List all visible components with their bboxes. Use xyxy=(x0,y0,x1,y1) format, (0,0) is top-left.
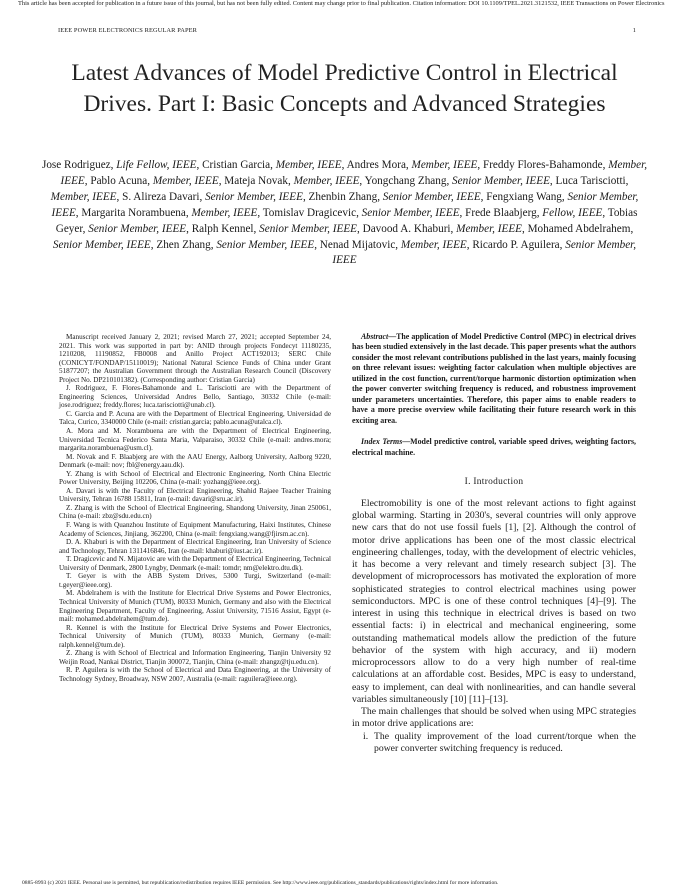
author-name: Nenad Mijatovic xyxy=(319,238,396,251)
footnote: J. Rodriguez, F. Flores-Bahamonde and L. Tarisciotti are with the Department of Engineering Sciences, Universidad Andres Bello, Santiago, 30332 Chile (e-mail: jose.rodriguez; freddy.flores; luca.tarisciotti@unab.cl). xyxy=(59,384,331,410)
author-name: Mateja Novak xyxy=(224,174,288,187)
footnote: Manuscript received January 2, 2021; revised March 27, 2021; accepted September 24, 2021. This work was supported in part by: ANID through projects Fondecyt 11180235, 1210208, 11190852, FB0008 and Anillo Project ACT192013; SERC Chile (CONICYT/FONDAP/15110019); National Natural Science Funds of China under Grant 51877207; the Australian Government through the Australian Research Council (Discovery Project No. DP210101382). (Corresponding author: Cristian Garcia) xyxy=(59,333,331,384)
author: Zhenbin Zhang, Senior Member, IEEE xyxy=(308,190,481,203)
list-item xyxy=(352,731,636,756)
footnote: R. P. Aguilera is with the School of Electrical and Data Engineering, at the University of Technology Sydney, Broadway, NSW 2007, Australia (e-mail: raguilera@ieee.org). xyxy=(59,666,331,683)
footnote: M. Abdelrahem is with the Institute for Electrical Drive Systems and Power Electronics, Technical University of Munich (TUM), 80333 Munich, Germany and also with the Electrical Engineering Department, Faculty of Engineering, Assiut University, 71516 Assiut, Egypt (e-mail: mohamed.abdelrahem@tum.de). xyxy=(59,589,331,624)
author-affiliation: Member, IEEE xyxy=(456,222,522,235)
author: Tobias Geyer, Senior Member, IEEE xyxy=(55,206,638,235)
paper-title: Latest Advances of Model Predictive Control in Electrical Drives. Part I: Basic Concepts and Advanced Strategies xyxy=(71,60,618,117)
author-name: Jose Rodriguez xyxy=(41,159,111,171)
author-affiliation: Member, IEEE xyxy=(400,238,467,251)
author: Ralph Kennel, Senior Member, IEEE xyxy=(191,222,358,235)
author-affiliation: Senior Member, IEEE xyxy=(361,206,460,219)
body-paragraph: Electromobility is one of the most relevant actions to fight against global warming. Starting in 2030's, several countries will only approve new cars that do not use fossil fuels [1], [2]. Although the control of motor drive applications has been one of the most classic electrical engineering challenges, today, with the development of electric vehicles, it has become a very relevant and timely research subject [3]. The development of microprocessors has motivated the exploration of more sophisticated strategies to control electrical machines using power semiconductors. MPC is one of these control techniques [4]–[9]. The interest in using this technique in electrical drives is based on two essential facts: i) in electrical and mechanical engineering, some outstanding mathematical models allow the prediction of the future behavior of the system with high accuracy, and ii) modern microprocessors allow to do a very high number of real-time calculations at an affordable cost. Besides, MPC is easy to understand, easy to implement, can deal with nonlinearities, and can handle several variables simultaneously [10] [11]–[13]. xyxy=(352,497,636,705)
author: Cristian Garcia, Member, IEEE xyxy=(202,159,342,171)
author-name: S. Alireza Davari xyxy=(122,190,200,203)
author-name: Tobias Geyer xyxy=(55,206,638,235)
author-affiliation: Fellow, IEEE xyxy=(542,206,603,219)
author-affiliation: Senior Member, IEEE xyxy=(332,238,637,267)
author: Mateja Novak, Member, IEEE xyxy=(224,174,360,187)
author-affiliation: Member, IEEE xyxy=(191,206,258,219)
author: Fengxiang Wang, Senior Member, IEEE xyxy=(51,190,639,219)
author: S. Alireza Davari, Senior Member, IEEE xyxy=(122,190,303,203)
author: Zhen Zhang, Senior Member, IEEE xyxy=(156,238,315,251)
abstract-label: Abstract xyxy=(361,332,389,341)
footnote: C. Garcia and P. Acuna are with the Department of Electrical Engineering, Universidad de Talca, Curico, 3340000 Chile (e-mail: cristian.garcia; pablo.acuna@utalca.cl). xyxy=(59,409,331,427)
author-affiliation: Member, IEEE xyxy=(411,159,478,171)
running-header xyxy=(58,27,636,34)
author-affiliation: Senior Member, IEEE xyxy=(452,174,550,187)
author-name: Zhen Zhang xyxy=(156,238,211,251)
footnote: R. Kennel is with the Institute for Electrical Drive Systems and Power Electronics, Technical University of Munich (TUM), 80333 Munich, Germany (e-mail: ralph.kennel@tum.de). xyxy=(59,623,331,649)
abstract xyxy=(352,332,636,426)
author-list: Jose Rodriguez, Life Fellow, IEEE, Cristian Garcia, Member, IEEE, Andres Mora, Member, IEEE, Freddy Flores-Bahamonde, Member, IEEE, Pablo Acuna, Member, IEEE, Mateja Novak, Member, IEEE, Yongchang Zhang, Senior Member, IEEE, Luca Tarisciotti, Member, IEEE, S. Alireza Davari, Senior Member, IEEE, Zhenbin Zhang, Senior Member, IEEE, Fengxiang Wang, Senior Member, IEEE, Margarita Norambuena, Member, IEEE, Tomislav Dragicevic, Senior Member, IEEE, Frede Blaabjerg, Fellow, IEEE, Tobias Geyer, Senior Member, IEEE, Ralph Kennel, Senior Member, IEEE, Davood A. Khaburi, Member, IEEE, Mohamed Abdelrahem, Senior Member, IEEE, Zhen Zhang, Senior Member, IEEE, Nenad Mijatovic, Member, IEEE, Ricardo P. Aguilera, Senior Member, IEEE xyxy=(41,159,648,267)
author: Frede Blaabjerg, Fellow, IEEE xyxy=(465,206,603,219)
author-name: Frede Blaabjerg xyxy=(465,206,537,219)
publication-notice: This article has been accepted for publication in a future issue of this journal, but has not been fully edited. Content may change prior to final publication. Citation information: DOI 10.1109/TPEL.2021.3121532, IEEE Transactions on Power Electronics xyxy=(18,0,665,7)
footnote: Y. Zhang is with School of Electrical and Electronic Engineering, North China Electric Power University, Beijing 102206, China (e-mail: yozhang@ieee.org). xyxy=(59,469,331,487)
list-marker: i. xyxy=(363,730,369,742)
footnote: Z. Zhang is with School of Electrical and Information Engineering, Tianjin University 92 Weijin Road, Nankai District, Tianjin 300072, Tianjin, China (e-mail: zhangz@tju.edu.cn). xyxy=(59,649,331,666)
footnote: D. A. Khaburi is with the Department of Electrical Engineering, Iran University of Science and Technology, Tehran 1311416846, Iran (e-mail: khaburi@iust.ac.ir). xyxy=(59,538,331,555)
footnote: Z. Zhang is with the School of Electrical Engineering, Shandong University, Jinan 250061, China (e-mail: zbz@sdu.edu.cn) xyxy=(59,503,331,521)
author-affiliation: Senior Member, IEEE xyxy=(216,238,315,251)
footnote: T. Geyer is with the ABB System Drives, 5300 Turgi, Switzerland (e-mail: t.geyer@ieee.org). xyxy=(59,572,331,589)
author: Margarita Norambuena, Member, IEEE xyxy=(81,206,258,219)
author: Luca Tarisciotti, Member, IEEE xyxy=(50,174,629,203)
author: Mohamed Abdelrahem, Senior Member, IEEE xyxy=(52,222,634,251)
author-affiliation: Life Fellow, IEEE xyxy=(116,159,197,171)
author-affiliation: Member, IEEE xyxy=(152,174,219,187)
main-column xyxy=(352,332,636,755)
author-name: Zhenbin Zhang xyxy=(308,190,378,203)
author: Pablo Acuna, Member, IEEE xyxy=(90,174,219,187)
author-name: Fengxiang Wang xyxy=(486,190,562,203)
footnote: A. Mora and M. Norambuena are with the Department of Electrical Engineering, Universidad Tecnica Federico Santa Maria, Valparaiso, 30332 Chile (e-mail: andres.mora; margarita.norambuena@usm.cl). xyxy=(59,427,331,453)
author-affiliation: Member, IEEE xyxy=(293,174,360,187)
author-affiliation: Senior Member, IEEE xyxy=(205,190,303,203)
body-paragraph: The main challenges that should be solved when using MPC strategies in motor drive applications are: xyxy=(352,706,636,730)
author: Tomislav Dragicevic, Senior Member, IEEE xyxy=(262,206,460,219)
author-affiliation: Senior Member, IEEE xyxy=(88,222,187,235)
author-affiliation: Member, IEEE xyxy=(60,159,648,187)
author-name: Ricardo P. Aguilera xyxy=(472,238,560,251)
index-terms-label: Index Terms xyxy=(361,437,403,447)
author: Jose Rodriguez, Life Fellow, IEEE xyxy=(41,159,197,171)
author: Ricardo P. Aguilera, Senior Member, IEEE xyxy=(332,238,637,267)
abstract-text: —The application of Model Predictive Control (MPC) in electrical drives has been studied extensively in the last decade. This paper presents what the authors consider the most relevant contributions published in the last years, mainly focusing on three relevant issues: weighting factor calculation when multiple objectives are utilized in the cost function, current/torque harmonic distortion optimization when the power converter switching frequency is reduced, and robustness improvement under parameters uncertainties. Therefore, this paper aims to enable readers to have a more precise overview while facilitating their future research work in this exciting area. xyxy=(352,332,636,425)
footnote: M. Novak and F. Blaabjerg are with the AAU Energy, Aalborg University, Aalborg 9220, Denmark (e-mail: nov; fbl@energy.aau.dk). xyxy=(59,452,331,470)
footnote: F. Wang is with Quanzhou Institute of Equipment Manufacturing, Haixi Institutes, Chinese Academy of Sciences, Jinjiang, 362200, China (e-mail: fengxiang.wang@fjirsm.ac.cn). xyxy=(59,521,331,538)
author-name: Mohamed Abdelrahem xyxy=(527,222,631,235)
author: Nenad Mijatovic, Member, IEEE xyxy=(319,238,467,251)
index-terms-text: —Model predictive control, variable speed drives, weighting factors, electrical machine. xyxy=(352,437,636,457)
author-affiliation: Member, IEEE xyxy=(50,190,117,203)
copyright-footer: 0885-8993 (c) 2021 IEEE. Personal use is permitted, but republication/redistribution requires IEEE permission. See http://www.ieee.org/publications_standards/publications/rights/index.html for more information. xyxy=(22,880,499,886)
author-affiliation: Member, IEEE xyxy=(275,159,342,171)
footnote: T. Dragicevic and N. Mijatovic are with the Department of Electrical Engineering, Technical University of Denmark, 2800 Lyngby, Denmark (e-mail: tomdr; nm@elektro.dtu.dk). xyxy=(59,555,331,572)
author-affiliation: Senior Member, IEEE xyxy=(259,222,358,235)
footnotes-column xyxy=(59,333,331,683)
author-name: Andres Mora xyxy=(346,159,406,171)
journal-name: IEEE POWER ELECTRONICS REGULAR PAPER xyxy=(58,27,197,34)
page-number: 1 xyxy=(632,27,636,34)
author-name: Freddy Flores-Bahamonde xyxy=(482,159,603,171)
author-affiliation: Senior Member, IEEE xyxy=(382,190,481,203)
author: Andres Mora, Member, IEEE xyxy=(346,159,478,171)
author-name: Pablo Acuna xyxy=(90,174,148,187)
index-terms xyxy=(352,437,636,458)
author: Yongchang Zhang, Senior Member, IEEE xyxy=(364,174,550,187)
footnote: A. Davari is with the Faculty of Electrical Engineering, Shahid Rajaee Teacher Training University, Tehran 16788 15811, Iran (e-mail: davari@sru.ac.ir). xyxy=(59,486,331,504)
author-affiliation: Senior Member, IEEE xyxy=(52,238,151,251)
author-name: Yongchang Zhang xyxy=(364,174,447,187)
author-name: Luca Tarisciotti xyxy=(555,174,626,187)
author: Davood A. Khaburi, Member, IEEE xyxy=(362,222,522,235)
author: Freddy Flores-Bahamonde, Member, IEEE xyxy=(60,159,648,187)
section-heading-introduction: I. Introduction xyxy=(464,476,524,487)
author-affiliation: Senior Member, IEEE xyxy=(51,190,639,219)
author-name: Davood A. Khaburi xyxy=(362,222,451,235)
list-item-text: The quality improvement of the load current/torque when the power converter switching frequency is reduced. xyxy=(374,730,636,754)
author-name: Cristian Garcia xyxy=(202,159,271,171)
author-name: Tomislav Dragicevic xyxy=(262,206,357,219)
author-name: Ralph Kennel xyxy=(191,222,254,235)
author-name: Margarita Norambuena xyxy=(81,206,186,219)
